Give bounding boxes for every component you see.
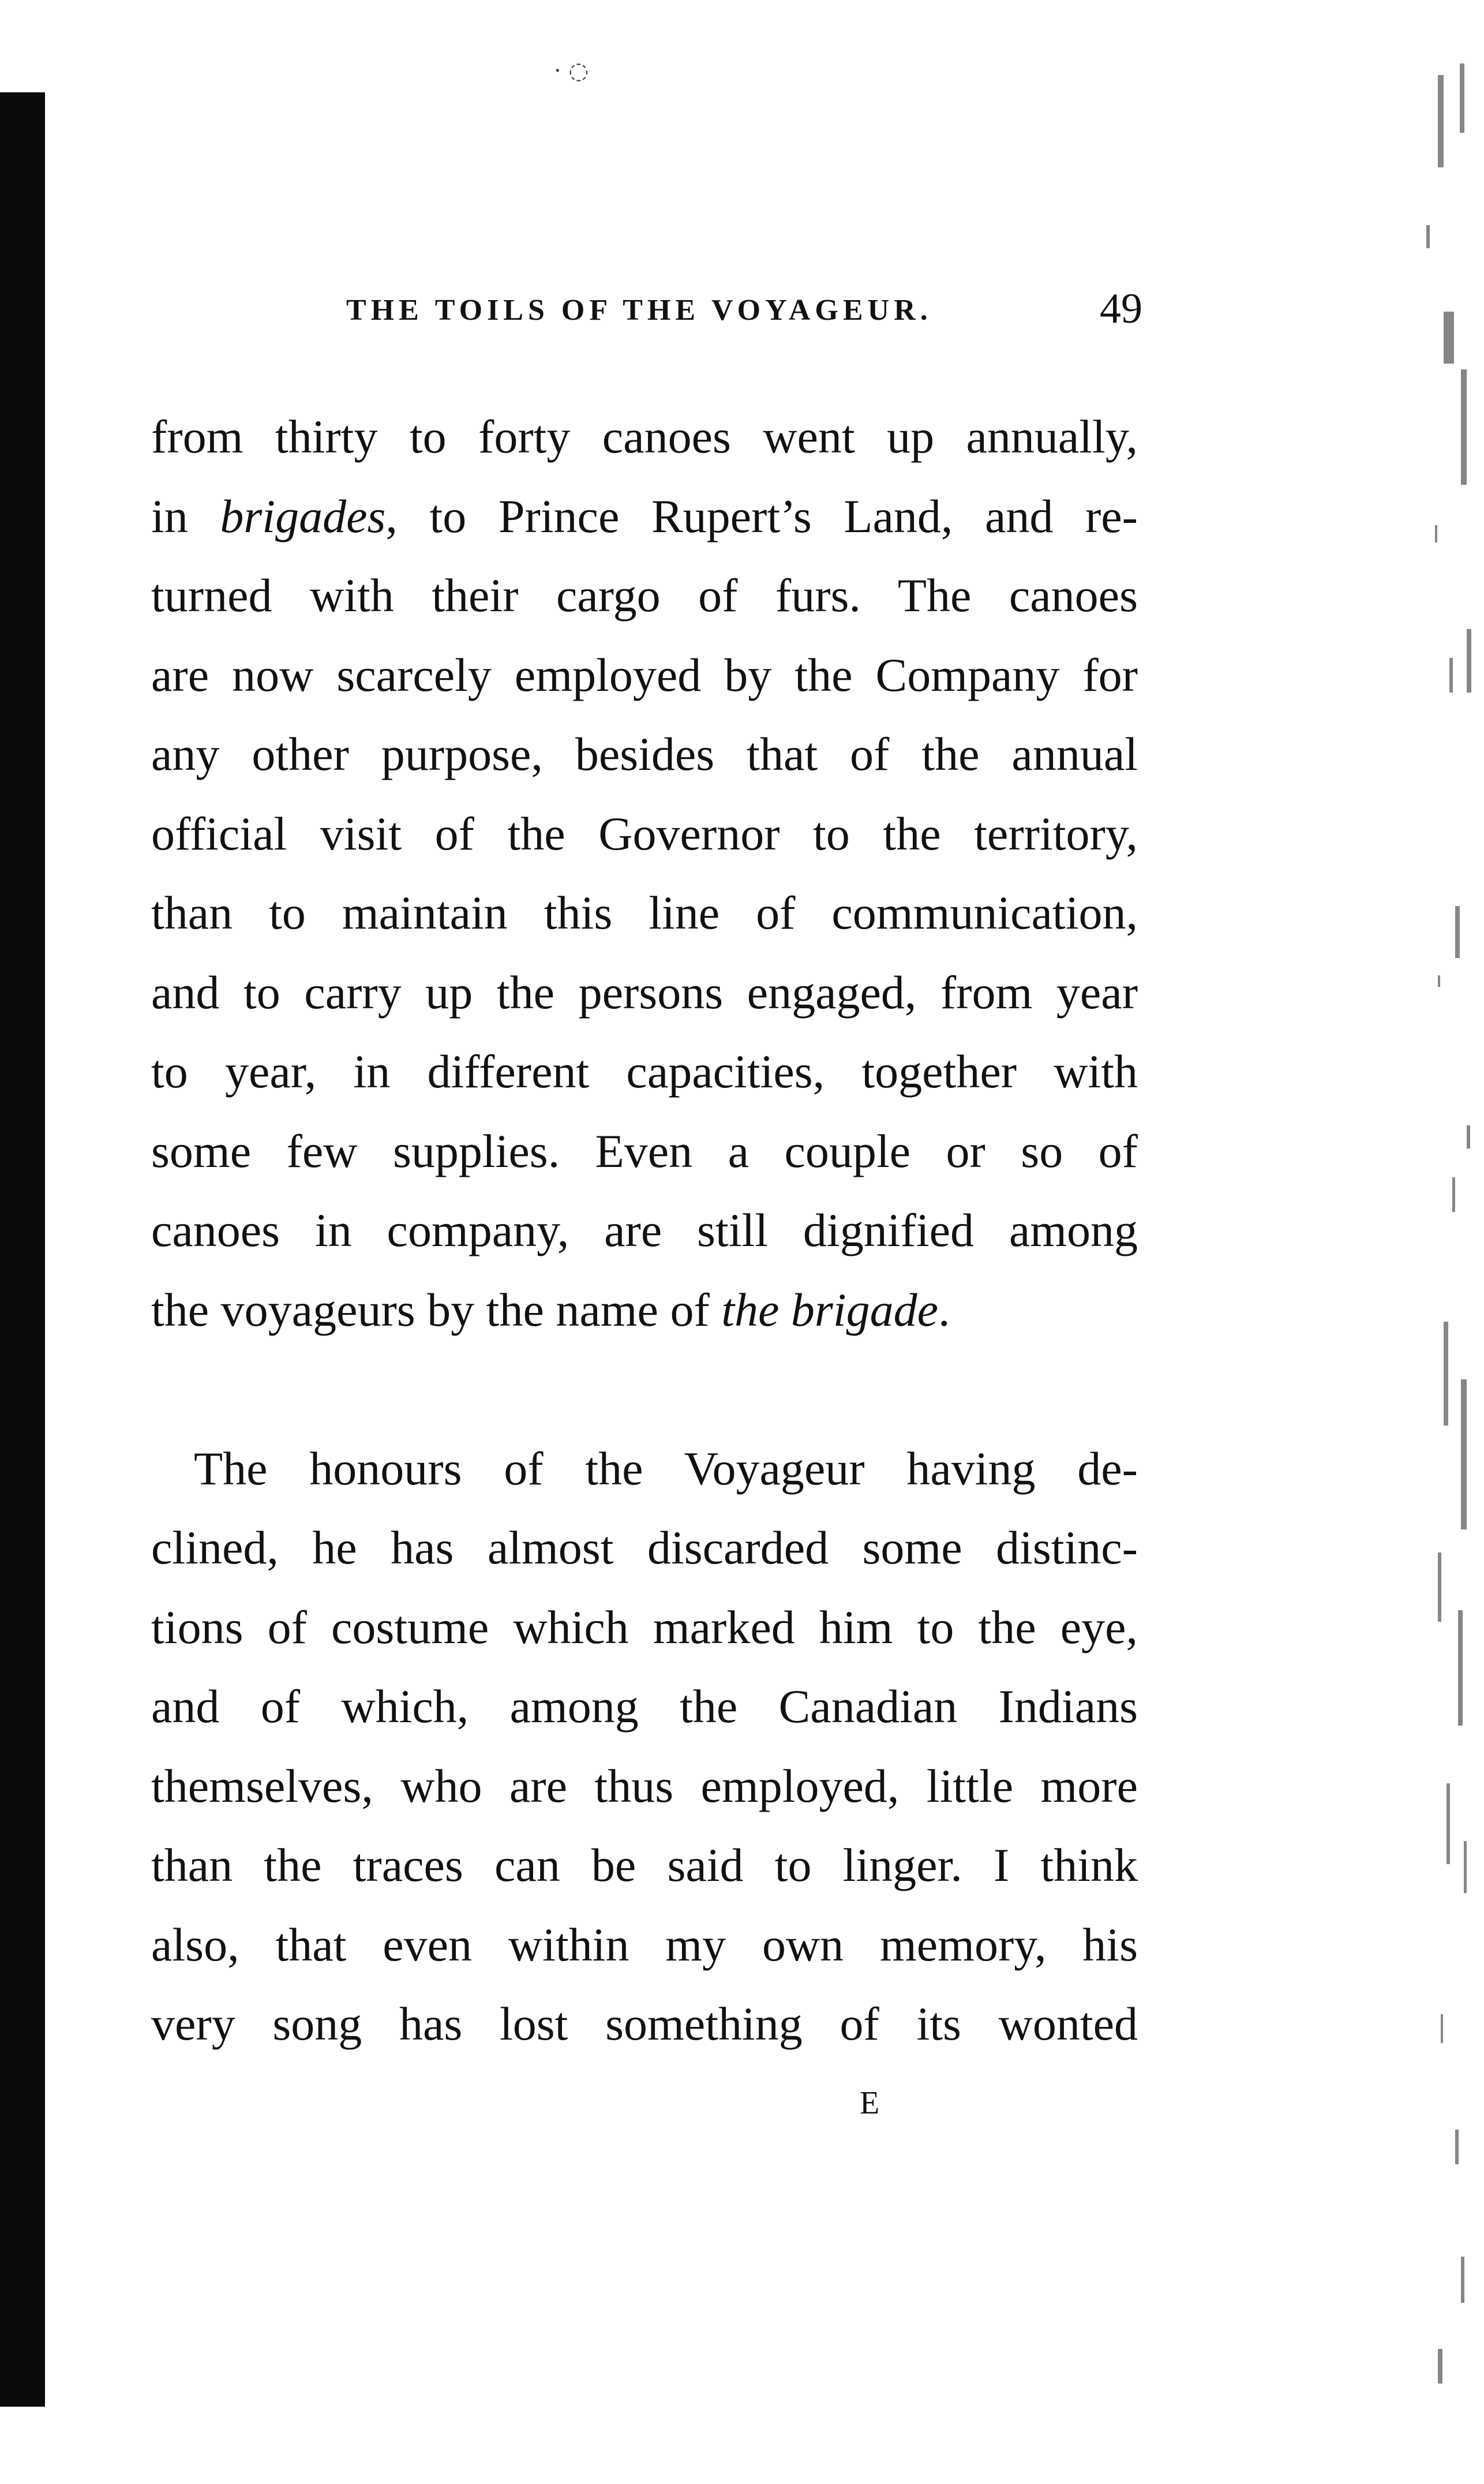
text-line: from thirty to forty canoes went up annually, (151, 410, 1138, 463)
scan-artifact (1438, 75, 1444, 167)
scan-artifact (1467, 1125, 1470, 1149)
scan-artifact (1438, 2349, 1442, 2384)
scan-artifact (1449, 658, 1453, 693)
scan-artifact (1435, 525, 1437, 543)
text-line: in brigades, to Prince Rupert’s Land, and re- (151, 489, 1138, 543)
text-line: than the traces can be said to linger. I think (151, 1839, 1138, 1891)
scan-artifact (1455, 2130, 1459, 2164)
scan-artifact (1461, 1379, 1467, 1529)
printer-ornament: · ◌ (554, 58, 589, 84)
signature-mark: E (860, 2085, 881, 2121)
text-line: clined, he has almost discarded some distinc- (151, 1521, 1138, 1574)
text-line: official visit of the Governor to the territory, (151, 807, 1138, 860)
text-line: also, that even within my own memory, his (151, 1918, 1138, 1971)
text-line: some few supplies. Even a couple or so of (151, 1124, 1138, 1177)
text-line: and of which, among the Canadian Indians (151, 1680, 1138, 1733)
text-line: than to maintain this line of communication, (151, 886, 1138, 939)
text-line: and to carry up the persons engaged, from year (151, 966, 1138, 1019)
text-line: the voyageurs by the name of the brigade. (151, 1283, 950, 1336)
text-line: are now scarcely employed by the Company for (151, 648, 1138, 701)
scan-artifact (1444, 1322, 1448, 1426)
text-line: tions of costume which marked him to the eye, (151, 1600, 1138, 1653)
scan-artifact (1458, 1610, 1463, 1726)
scan-artifact (1461, 369, 1467, 485)
text-line: canoes in company, are still dignified among (151, 1204, 1138, 1256)
text-line: any other purpose, besides that of the annual (151, 728, 1138, 780)
scan-artifact (1467, 629, 1471, 693)
text-line: turned with their cargo of furs. The canoes (151, 569, 1138, 622)
binding-edge (0, 92, 45, 2407)
body-text (151, 397, 1138, 2064)
scan-artifact (1464, 1841, 1467, 1893)
gutter-speckle (1403, 52, 1484, 2395)
scan-artifact (1438, 1553, 1441, 1622)
scan-artifact (1455, 906, 1460, 958)
page-number: 49 (1100, 285, 1142, 332)
scan-artifact (1444, 312, 1454, 364)
scan-artifact (1461, 2257, 1464, 2303)
text-line: very song has lost something of its wonted (151, 1997, 1138, 2050)
scan-artifact (1460, 63, 1464, 133)
running-title: THE TOILS OF THE VOYAGEUR. (346, 294, 932, 327)
scan-artifact (1446, 1783, 1450, 1864)
paragraph-break (151, 1349, 1138, 1429)
scan-artifact (1438, 975, 1440, 987)
scan-artifact (1441, 2014, 1443, 2043)
text-line: themselves, who are thus employed, little more (151, 1759, 1138, 1812)
scan-artifact (1452, 1177, 1455, 1212)
running-head (150, 287, 1142, 339)
scan-artifact (1426, 225, 1430, 248)
text-line: The honours of the Voyageur having de- (194, 1442, 1138, 1495)
text-line: to year, in different capacities, together with (151, 1045, 1138, 1098)
